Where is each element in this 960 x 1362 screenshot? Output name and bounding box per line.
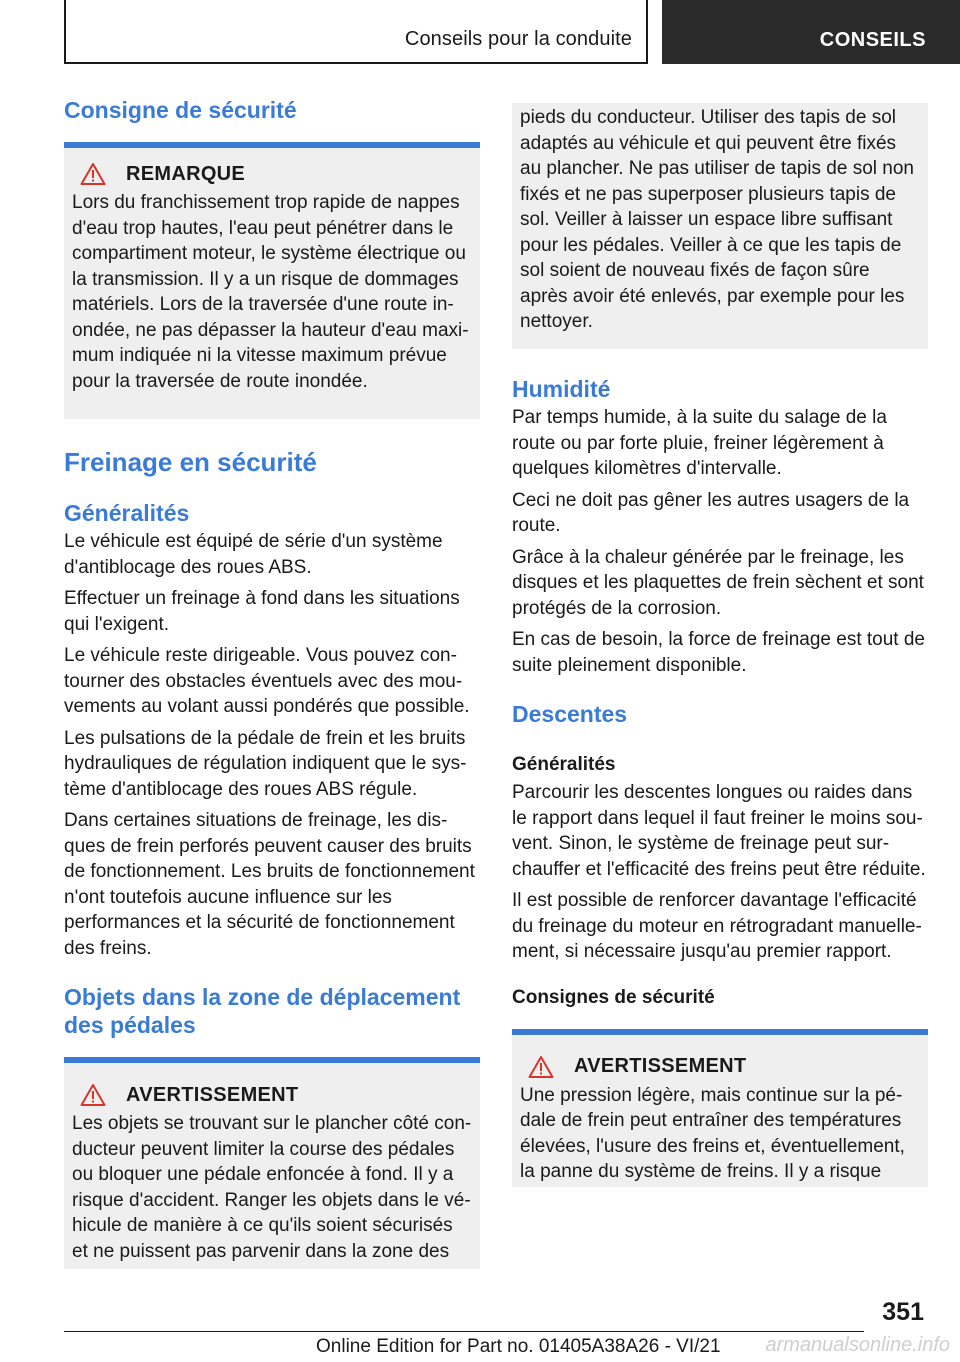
remark-box bbox=[64, 148, 480, 419]
watermark-site: armanualsonline.info bbox=[765, 1334, 950, 1356]
header-chapter-tab bbox=[64, 0, 648, 64]
edition-text: Online Edition for Part no. 01405A38A26 - VI/21 bbox=[316, 1336, 721, 1357]
objects-heading: Objets dans la zone de déplacement des pédales bbox=[64, 984, 461, 1038]
paragraph: Par temps humide, à la suite du salage de la route ou par forte pluie, freiner légèrement à quelques kilomètres d'intervalle. bbox=[512, 407, 887, 479]
warning-triangle-icon bbox=[80, 1083, 106, 1107]
paragraph: Effectuer un freinage à fond dans les situations qui l'exigent. bbox=[64, 588, 460, 635]
paragraph: Parcourir les descentes longues ou raides dans le rapport dans lequel il faut freiner le moins souvent. Sinon, le système de freinage peut surchauffer et l'efficacité des freins peut être réduite. bbox=[512, 782, 926, 880]
warning-header bbox=[520, 1055, 920, 1079]
section-title: CONSEILS bbox=[819, 29, 926, 51]
general-heading: Généralités bbox=[64, 500, 190, 526]
chapter-title: Conseils pour la conduite bbox=[404, 28, 632, 50]
humidity-heading: Humidité bbox=[512, 376, 611, 402]
warning-label: AVERTISSEMENT bbox=[574, 1055, 747, 1077]
warning-text: Une pression légère, mais continue sur la pédale de frein peut entraîner des températures élevées, l'usure des freins et, éventuellement, la panne du système de freins. Il y a risque bbox=[520, 1084, 905, 1182]
warning-triangle-icon bbox=[80, 162, 106, 186]
warning-triangle-icon bbox=[528, 1055, 554, 1079]
remark-label: REMARQUE bbox=[126, 162, 246, 185]
safety-heading: Consigne de sécurité bbox=[64, 97, 297, 123]
paragraph: Ceci ne doit pas gêner les autres usagers de la route. bbox=[512, 489, 910, 536]
warning-header bbox=[72, 1083, 472, 1107]
warning-box bbox=[64, 1063, 480, 1269]
header-section-tab bbox=[662, 0, 960, 64]
footer-rule bbox=[64, 1331, 864, 1332]
warning-text-continued: pieds du conducteur. Utiliser des tapis de sol adaptés au véhicule et qui peuvent être fixés au plancher. Ne pas utiliser de tapis de sol non fixés et ne pas superposer plusieurs tapis de sol. Veiller à laisser un espace libre suffisant pour les pédales. Veiller à ce que les tapis de sol soient de nouveau fixés de façon sûre après avoir été enlevés, par exemple pour les nettoyer. bbox=[520, 107, 914, 332]
remark-text: Lors du franchissement trop rapide de nappes d'eau trop hautes, l'eau peut pénétrer dans le compartiment moteur, le système électrique ou la transmission. Il y a un risque de dommages matériels. Lors de la traversée d'une route inondée, ne pas dépasser la hauteur d'eau maximum indiquée ni la vitesse maximum prévue pour la traversée de route inondée. bbox=[72, 192, 469, 392]
left-column bbox=[64, 96, 480, 1269]
warning-label: AVERTISSEMENT bbox=[126, 1083, 299, 1106]
paragraph: Le véhicule reste dirigeable. Vous pouvez contourner des obstacles éventuels avec des mouvements au volant aussi pondérés que possible. bbox=[64, 645, 470, 717]
safety-instructions-heading: Consignes de sécurité bbox=[512, 986, 715, 1008]
braking-heading: Freinage en sécurité bbox=[64, 447, 317, 477]
descents-general-heading: Généralités bbox=[512, 754, 616, 775]
page-number: 351 bbox=[882, 1298, 924, 1326]
warning-box bbox=[512, 1035, 928, 1187]
paragraph: En cas de besoin, la force de freinage est tout de suite pleinement disponible. bbox=[512, 629, 925, 676]
paragraph: Grâce à la chaleur générée par le freinage, les disques et les plaquettes de frein sèchent et sont protégés de la corrosion. bbox=[512, 546, 924, 619]
paragraph: Il est possible de renforcer davantage l'efficacité du freinage du moteur en rétrogradant manuellement, si nécessaire jusqu'au premier rapport. bbox=[512, 890, 922, 962]
paragraph: Les pulsations de la pédale de frein et les bruits hydrauliques de régulation indiquent que le système d'antiblocage des roues ABS régule. bbox=[64, 727, 467, 800]
paragraph: Dans certaines situations de freinage, les disques de frein perforés peuvent causer des bruits de fonctionnement. Les bruits de fonctionnement n'ont toutefois aucune influence sur les performances et la sécurité de fonctionnement des freins. bbox=[64, 810, 475, 959]
remark-header bbox=[72, 162, 472, 186]
paragraph: Le véhicule est équipé de série d'un système d'antiblocage des roues ABS. bbox=[64, 531, 443, 578]
warning-text: Les objets se trouvant sur le plancher côté conducteur peuvent limiter la course des pédales ou bloquer une pédale enfoncée à fond. Il y a risque d'accident. Ranger les objets dans le véhicule de manière à ce qu'ils soient sécurisés et ne puissent pas parvenir dans la zone des bbox=[72, 1113, 472, 1262]
right-column bbox=[512, 103, 928, 1187]
warning-box-continued bbox=[512, 103, 928, 349]
descents-heading: Descentes bbox=[512, 701, 628, 727]
